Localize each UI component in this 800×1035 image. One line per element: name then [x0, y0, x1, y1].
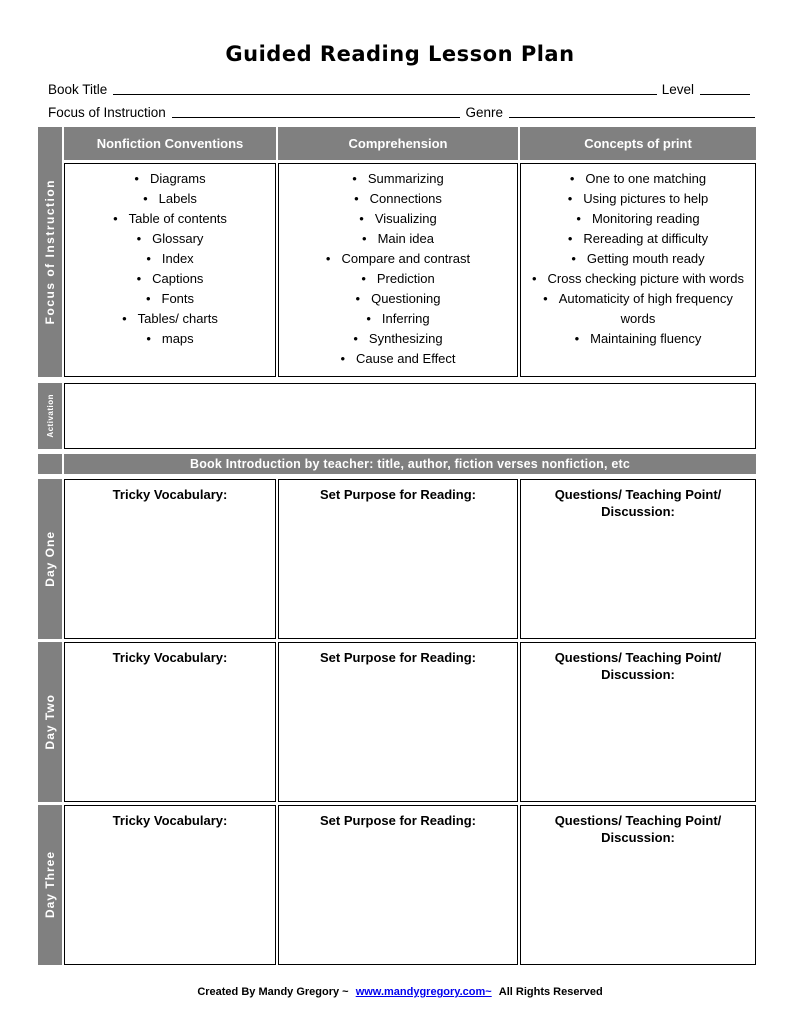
- list-item: • Fonts: [65, 289, 275, 309]
- day-three-row: [38, 805, 756, 965]
- header-fields: [48, 78, 755, 121]
- list-item: • Main idea: [279, 229, 517, 249]
- list-item: • Diagrams: [65, 169, 275, 189]
- focus-of-instruction-label: Focus of Instruction: [48, 105, 166, 120]
- list-item: • Cross checking picture with words: [521, 269, 755, 289]
- list-item: • maps: [65, 329, 275, 349]
- activation-notes-box: [64, 383, 756, 449]
- list-item: • Captions: [65, 269, 275, 289]
- comprehension-list: [278, 163, 518, 377]
- field-row-focus-genre: [48, 101, 755, 121]
- list-item: • Labels: [65, 189, 275, 209]
- page-title: Guided Reading Lesson Plan: [225, 42, 575, 66]
- day-two-questions-cell: [520, 642, 756, 802]
- day-three-side-label: Day Three: [43, 851, 57, 919]
- day-one-row: [38, 479, 756, 639]
- focus-of-instruction-section: [38, 127, 756, 377]
- footer-credit-prefix: Created By Mandy Gregory ~: [197, 986, 349, 998]
- day-two-side-label: Day Two: [43, 694, 57, 750]
- list-item: • Tables/ charts: [65, 309, 275, 329]
- activation-side-bar: [38, 383, 62, 449]
- list-item: • Using pictures to help: [521, 189, 755, 209]
- list-item: • Rereading at difficulty: [521, 229, 755, 249]
- book-title-blank-line: [113, 94, 656, 95]
- genre-blank-line: [509, 117, 755, 118]
- list-item: • Visualizing: [279, 209, 517, 229]
- list-item: • Prediction: [279, 269, 517, 289]
- day-one-questions-cell: [520, 479, 756, 639]
- list-item: • Compare and contrast: [279, 249, 517, 269]
- footer-credit: [0, 986, 800, 998]
- level-label: Level: [661, 82, 694, 97]
- genre-label: Genre: [465, 105, 503, 120]
- book-introduction-section: [38, 454, 756, 474]
- focus-side-bar: [38, 127, 62, 377]
- footer-link[interactable]: www.mandygregory.com~: [355, 986, 492, 998]
- day-two-side-bar: [38, 642, 62, 802]
- set-purpose-header: Set Purpose for Reading:: [319, 487, 477, 502]
- questions-teaching-point-header: Questions/ Teaching Point/ Discussion:: [554, 813, 722, 845]
- book-title-label: Book Title: [48, 82, 108, 97]
- list-item: • Getting mouth ready: [521, 249, 755, 269]
- list-item: • Inferring: [279, 309, 517, 329]
- list-item: • Cause and Effect: [279, 349, 517, 369]
- column-header-comprehension: Comprehension: [278, 127, 518, 160]
- day-two-tricky-vocabulary-cell: [64, 642, 276, 802]
- day-two-row: [38, 642, 756, 802]
- footer-credit-suffix: All Rights Reserved: [498, 986, 603, 998]
- list-item: • Table of contents: [65, 209, 275, 229]
- day-three-questions-cell: [520, 805, 756, 965]
- list-item: • Maintaining fluency: [521, 329, 755, 349]
- column-header-concepts-of-print: Concepts of print: [520, 127, 756, 160]
- day-one-set-purpose-cell: [278, 479, 518, 639]
- focus-side-label: Focus of Instruction: [43, 179, 57, 325]
- tricky-vocabulary-header: Tricky Vocabulary:: [112, 813, 228, 828]
- book-introduction-bar: Book Introduction by teacher: title, author, fiction verses nonfiction, etc: [64, 454, 756, 474]
- concepts-of-print-list: [520, 163, 756, 377]
- tricky-vocabulary-header: Tricky Vocabulary:: [112, 650, 228, 665]
- list-item: • Monitoring reading: [521, 209, 755, 229]
- column-header-nonfiction-conventions: Nonfiction Conventions: [64, 127, 276, 160]
- tricky-vocabulary-header: Tricky Vocabulary:: [112, 487, 228, 502]
- field-row-book-title: [48, 78, 755, 98]
- questions-teaching-point-header: Questions/ Teaching Point/ Discussion:: [554, 650, 722, 682]
- day-one-side-label: Day One: [43, 531, 57, 587]
- list-item: • Synthesizing: [279, 329, 517, 349]
- list-item: • Glossary: [65, 229, 275, 249]
- day-one-tricky-vocabulary-cell: [64, 479, 276, 639]
- list-item: • Connections: [279, 189, 517, 209]
- set-purpose-header: Set Purpose for Reading:: [319, 650, 477, 665]
- day-three-set-purpose-cell: [278, 805, 518, 965]
- activation-section: [38, 383, 756, 449]
- day-three-tricky-vocabulary-cell: [64, 805, 276, 965]
- book-intro-side-spacer: [38, 454, 62, 474]
- list-item: • One to one matching: [521, 169, 755, 189]
- level-blank-line: [700, 94, 750, 95]
- focus-blank-line: [172, 117, 461, 118]
- day-three-side-bar: [38, 805, 62, 965]
- list-item: • Index: [65, 249, 275, 269]
- day-one-side-bar: [38, 479, 62, 639]
- list-item: • Summarizing: [279, 169, 517, 189]
- day-two-set-purpose-cell: [278, 642, 518, 802]
- questions-teaching-point-header: Questions/ Teaching Point/ Discussion:: [554, 487, 722, 519]
- set-purpose-header: Set Purpose for Reading:: [319, 813, 477, 828]
- list-item: • Questioning: [279, 289, 517, 309]
- nonfiction-conventions-list: [64, 163, 276, 377]
- list-item: • Automaticity of high frequency words: [521, 289, 755, 329]
- activation-side-label: Activation: [45, 394, 55, 438]
